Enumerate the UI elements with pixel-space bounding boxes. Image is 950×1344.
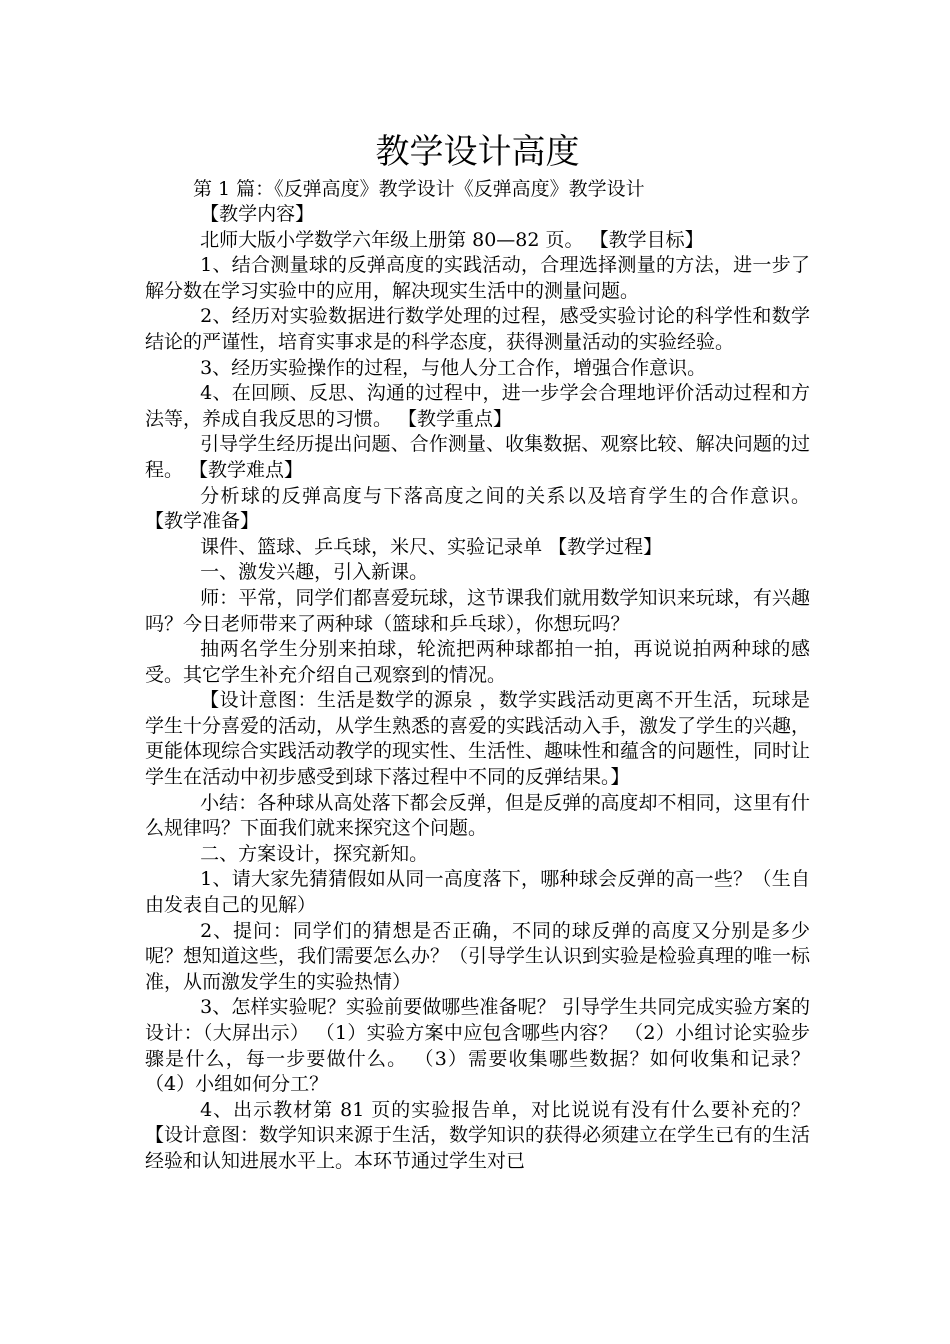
paragraph-goal-2: 2、经历对实验数据进行数学处理的过程，感受实验讨论的科学性和数学结论的严谨性，培育实事求是的科学态度，获得测量活动的实验经验。 xyxy=(145,305,810,353)
paragraph-step-3: 3、怎样实验呢？实验前要做哪些准备呢？ 引导学生共同完成实验方案的设计：（大屏出示） （1）实验方案中应包含哪些内容？ （2）小组讨论实验步骤是什么，每一步要做什么。 （3）需要收集哪些数据？如何收集和记录？ （4）小组如何分工？ xyxy=(145,996,810,1096)
paragraph-section-1: 一、激发兴趣，引入新课。 xyxy=(200,561,429,584)
document-body xyxy=(145,202,810,1175)
paragraph-section-2: 二、方案设计，探究新知。 xyxy=(200,842,429,865)
paragraph-step-4: 4、出示教材第 81 页的实验报告单，对比说说有没有什么要补充的？ 【设计意图：数学知识来源于生活，数学知识的获得必须建立在学生已有的生活经验和认知进展水平上。本环节通过学生对已 xyxy=(145,1098,811,1172)
paragraph-goal-4: 4、在回顾、反思、沟通的过程中，进一步学会合理地评价活动过程和方法等，养成自我反思的习惯。 【教学重点】 xyxy=(145,382,810,430)
paragraph-goal-3: 3、经历实验操作的过程，与他人分工合作，增强合作意识。 xyxy=(200,356,707,379)
paragraph-heading-content: 【教学内容】 xyxy=(200,203,315,225)
paragraph-step-1: 1、请大家先猜猜假如从同一高度落下，哪种球会反弹的高一些？（生自由发表自己的见解） xyxy=(145,868,810,917)
paragraph-ball-activity: 抽两名学生分别来拍球，轮流把两种球都拍一拍，再说说拍两种球的感受。其它学生补充介绍自己观察到的情况。 xyxy=(145,638,810,686)
paragraph-key-point: 引导学生经历提出问题、合作测量、收集数据、观察比较、解决问题的过程。 【教学难点】 xyxy=(145,433,810,481)
paragraph-goal-1: 1、结合测量球的反弹高度的实践活动，合理选择测量的方法，进一步了解分数在学习实验中的应用，解决现实生活中的测量问题。 xyxy=(145,254,810,302)
paragraph-design-intent-1: 【设计意图：生活是数学的源泉 ，数学实践活动更离不开生活，玩球是学生十分喜爱的活动，从学生熟悉的喜爱的实践活动入手，激发了学生的兴趣，更能体现综合实践活动教学的现实性、生活性、趣味性和蕴含的问题性，同时让学生在活动中初步感受到球下落过程中不同的反弹结果。】 xyxy=(145,689,811,789)
paragraph-step-2: 2、提问：同学们的猜想是否正确，不同的球反弹的高度又分别是多少呢？想知道这些，我们需要怎么办？（引导学生认识到实验是检验真理的唯一标准，从而激发学生的实验热情） xyxy=(145,919,811,993)
paragraph-difficulty: 分析球的反弹高度与下落高度之间的关系以及培育学生的合作意识。 【教学准备】 xyxy=(145,484,810,533)
paragraph-summary: 小结：各种球从高处落下都会反弹，但是反弹的高度却不相同，这里有什么规律吗？下面我们就来探究这个问题。 xyxy=(145,791,810,840)
paragraph-textbook: 北师大版小学数学六年级上册第 80—82 页。 【教学目标】 xyxy=(200,228,704,251)
document-title: 教学设计高度 xyxy=(375,132,580,172)
document-subtitle: 第 1 篇：《反弹高度》教学设计《反弹高度》教学设计 xyxy=(193,178,645,200)
paragraph-preparation: 课件、篮球、乒乓球，米尺、实验记录单 【教学过程】 xyxy=(200,535,663,558)
paragraph-teacher-intro: 师：平常，同学们都喜爱玩球，这节课我们就用数学知识来玩球，有兴趣吗？今日老师带来了两种球（篮球和乒乓球），你想玩吗？ xyxy=(145,586,810,635)
